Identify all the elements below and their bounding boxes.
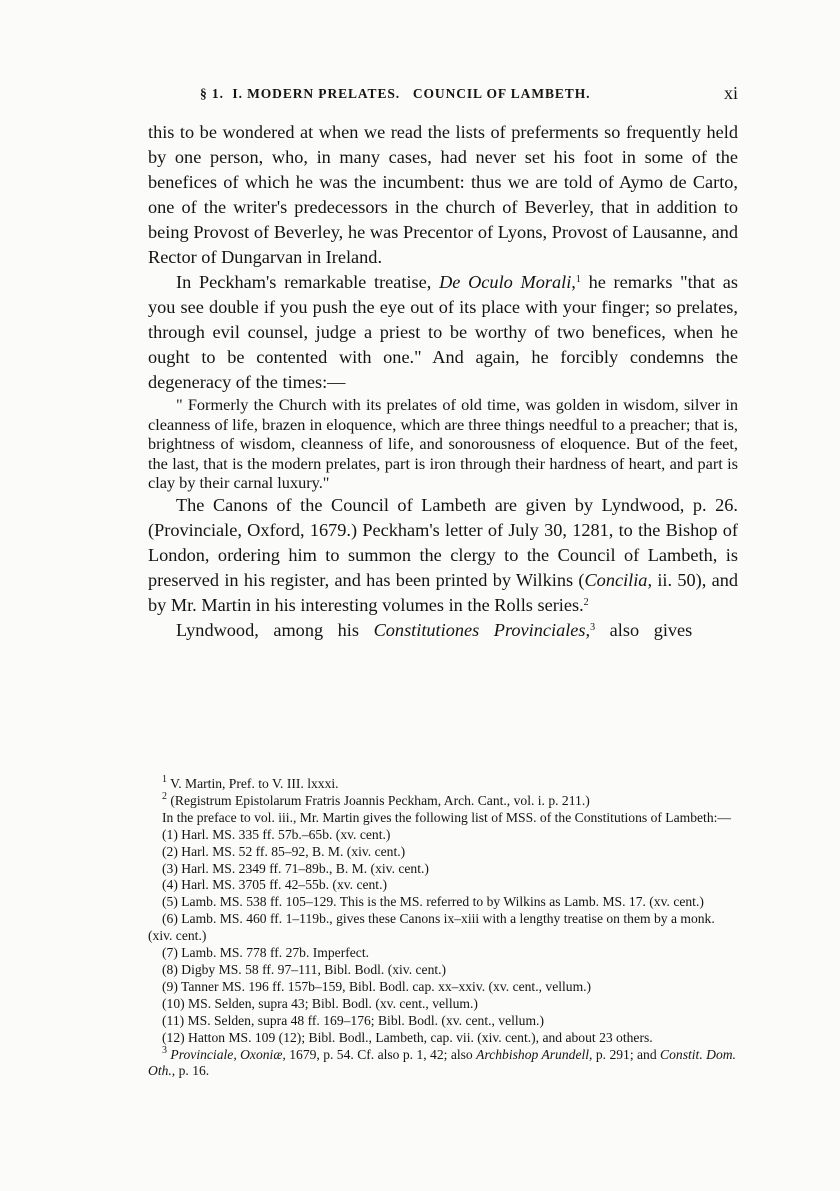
paragraph-3-text-a: The Canons of the Council of Lambeth are given by Lyndwood, p. 26. (Provinciale, Oxford, 1679.) Peckham's letter of July 30, 1281, to the Bishop of London, ordering him to summon the clergy to the Council of Lambeth, is preserved in his register, and has been printed by Wilkins ( xyxy=(148,494,738,590)
ms-list-item: (9) Tanner MS. 196 ff. 157b–159, Bibl. Bodl. cap. xx–xxiv. (xv. cent., vellum.) xyxy=(162,978,592,994)
paragraph-1: this to be wondered at when we read the lists of preferments so frequently held by one person, who, in many cases, had never set his foot in some of the benefices of which he was the incumbent: thus we are told of Aymo de Carto, one of the writer's predecessors in the church of Beverley, that in addition to being Provost of Beverley, he was Precentor of Lyons, Provost of Lausanne, and Rector of Dungarvan in Ireland. xyxy=(148,122,738,267)
paragraph-4-text-b: also gives xyxy=(609,619,693,640)
header-title xyxy=(200,86,590,102)
ms-list-item: (12) Hatton MS. 109 (12); Bibl. Bodl., Lambeth, cap. vii. (xiv. cent.), and about 23 others. xyxy=(162,1029,653,1045)
section-subtitle: COUNCIL OF LAMBETH. xyxy=(412,86,591,101)
ms-list-item: (11) MS. Selden, supra 48 ff. 169–176; Bibl. Bodl. (xv. cent., vellum.) xyxy=(162,1012,544,1028)
ms-list-item: (2) Harl. MS. 52 ff. 85–92, B. M. (xiv. cent.) xyxy=(162,843,406,859)
ms-list-item: (7) Lamb. MS. 778 ff. 27b. Imperfect. xyxy=(162,945,370,961)
paragraph-2 xyxy=(148,270,738,395)
ms-list-item: (8) Digby MS. 58 ff. 97–111, Bibl. Bodl. (xiv. cent.) xyxy=(162,961,447,977)
section-mark: § 1. xyxy=(200,86,224,101)
paragraph-3 xyxy=(148,493,738,618)
footnote-2-mark: 2 xyxy=(162,790,167,802)
footnote-3-constit: Constit. Dom. Oth., xyxy=(148,1046,736,1079)
ms-list-item: (4) Harl. MS. 3705 ff. 42–55b. (xv. cent.) xyxy=(162,877,388,893)
footnote-2-text: (Registrum Epistolarum Fratris Joannis Peckham, Arch. Cant., vol. i. p. 211.) xyxy=(170,792,590,808)
page-number: xi xyxy=(723,83,738,103)
main-text xyxy=(148,120,738,643)
paragraph-4-text-a: Lyndwood, among his xyxy=(176,619,360,640)
paragraph-3-text-b: ii. 50), and by Mr. Martin in his interesting volumes in the Rolls series. xyxy=(148,569,738,615)
block-quote: " Formerly the Church with its prelates of old time, was golden in wisdom, silver in cleanness of life, brazen in eloquence, which are three things needful to a preacher; that is, brightness of wisdom, cleanness of life, and sonorousness of eloquence. But of the feet, the last, that is the modern prelates, part is iron through their hardness of heart, and part is clay by their carnal luxury." xyxy=(148,395,738,492)
footnote-ref-3[interactable]: 3 xyxy=(590,621,596,633)
footnote-1 xyxy=(148,776,738,793)
footnote-3-mark: 3 xyxy=(162,1044,167,1056)
footnote-ref-2[interactable]: 2 xyxy=(583,596,589,608)
paragraph-2-text-a: In Peckham's remarkable treatise, xyxy=(176,272,432,292)
ms-list-item: (3) Harl. MS. 2349 ff. 71–89b., B. M. (xiv. cent.) xyxy=(162,860,429,876)
footnote-3 xyxy=(148,1044,738,1081)
footnote-3-text-c: p. 16. xyxy=(178,1063,210,1079)
footnote-2-intro: In the preface to vol. iii., Mr. Martin gives the following list of MSS. of the Constitutions of Lambeth:— xyxy=(162,809,731,825)
concilia-title: Concilia, xyxy=(584,569,653,590)
footnote-1-mark: 1 xyxy=(162,774,167,785)
footnote-3-archbishop: Archbishop Arundell, xyxy=(476,1046,593,1062)
constitutiones-title: Constitutiones Provinciales, xyxy=(373,619,591,640)
ms-list-item: (1) Harl. MS. 335 ff. 57b.–65b. (xv. cent.) xyxy=(162,826,391,842)
paragraph-4 xyxy=(148,618,738,643)
footnote-3-text-b: p. 291; and xyxy=(595,1046,657,1062)
footnote-3-text-a: 1679, p. 54. Cf. also p. 1, 42; also xyxy=(289,1046,473,1062)
footnote-ref-1[interactable]: 1 xyxy=(575,274,581,285)
treatise-title: De Oculo Morali, xyxy=(439,272,576,292)
chapter-title: I. MODERN PRELATES. xyxy=(232,86,401,101)
footnote-1-text: V. Martin, Pref. to V. III. lxxxi. xyxy=(170,776,339,791)
footnotes xyxy=(148,776,738,1080)
ms-list-item: (6) Lamb. MS. 460 ff. 1–119b., gives these Canons ix–xiii with a lengthy treatise on them by a monk. (xiv. cent.) xyxy=(148,911,715,944)
running-header xyxy=(148,83,738,110)
footnote-2 xyxy=(148,790,738,810)
paragraph-2-text-b: he remarks "that as you see double if you push the eye out of its place with your finger; so prelates, through evil counsel, judge a priest to be worthy of two benefices, when he ought to be contented with one." And again, he forcibly condemns the degeneracy of the times:— xyxy=(148,272,738,392)
footnote-3-title: Provinciale, Oxoniæ, xyxy=(170,1046,286,1062)
ms-list-item: (5) Lamb. MS. 538 ff. 105–129. This is the MS. referred to by Wilkins as Lamb. MS. 17. (xv. cent.) xyxy=(162,894,704,910)
ms-list-item: (10) MS. Selden, supra 43; Bibl. Bodl. (xv. cent., vellum.) xyxy=(162,995,478,1011)
